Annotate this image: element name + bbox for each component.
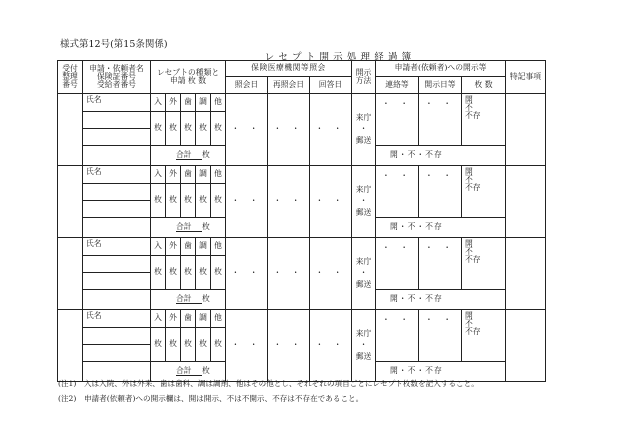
remarks-field[interactable] (506, 238, 546, 310)
remarks-field[interactable] (506, 94, 546, 166)
receipt-count-field[interactable]: 枚 (196, 328, 211, 362)
header-answer-date: 回答日 (310, 77, 352, 94)
total-label: 合計 (176, 365, 192, 375)
disclosure-method-field[interactable] (352, 310, 376, 382)
header-insurer-inquiry: 保険医療機関等照会 (226, 61, 352, 77)
header-contact-etc: 連絡等 (376, 77, 419, 94)
receipt-type-label: 歯 (181, 310, 196, 328)
receipt-type-label: 他 (211, 166, 226, 184)
receipt-type-label: 調 (196, 238, 211, 256)
requester-name-field[interactable]: 氏名 (83, 166, 151, 184)
receipt-count-field[interactable]: 枚 (166, 184, 181, 218)
receipt-count-field[interactable]: 枚 (166, 256, 181, 290)
header-receipt-types: レセプトの種類と 申請 枚 数 (151, 61, 226, 94)
header-disclosure-method: 開示 方法 (352, 61, 376, 94)
total-unit: 枚 (202, 149, 210, 159)
disclosure-outcome-field[interactable] (462, 94, 506, 146)
form-title: レセプト開示処理経過簿 (264, 52, 416, 63)
reply-date-field[interactable]: ・ ・ (268, 94, 310, 166)
method-visit: 来庁 (355, 113, 372, 123)
receipt-count-field[interactable]: 枚 (166, 112, 181, 146)
total-unit: 枚 (202, 221, 210, 231)
receipt-count-field[interactable]: 枚 (181, 184, 196, 218)
header-sheet-count: 枚 数 (462, 77, 506, 94)
header-inquiry-date: 照会日 (226, 77, 268, 94)
extra-info-field[interactable] (83, 290, 151, 310)
final-decision-field[interactable]: 開・不・不存 (376, 362, 506, 382)
recipient-number-field[interactable] (83, 201, 151, 218)
disclosure-outcome-field[interactable] (462, 238, 506, 290)
disclosure-method-field[interactable] (352, 94, 376, 166)
disclosure-outcome-field[interactable] (462, 310, 506, 362)
answer-date-field[interactable]: ・ ・ (310, 94, 352, 166)
receipt-count-field[interactable]: 枚 (181, 256, 196, 290)
receipt-count-field[interactable]: 枚 (181, 112, 196, 146)
receipt-count-field[interactable]: 枚 (211, 184, 226, 218)
header-requester: 申請・依頼者名 保険証番号 受給者番号 (83, 61, 151, 94)
total-count-field[interactable] (151, 290, 226, 310)
receipt-type-label: 外 (166, 310, 181, 328)
receipt-type-label: 他 (211, 238, 226, 256)
receipt-type-label: 調 (196, 94, 211, 112)
requester-name-field[interactable]: 氏名 (83, 94, 151, 112)
header-requester-disclosure: 申請者(依頼者)への開示等 (376, 61, 506, 77)
answer-date-field[interactable]: ・ ・ (310, 310, 352, 382)
extra-info-field[interactable] (83, 218, 151, 238)
extra-info-field[interactable] (83, 146, 151, 166)
outcome-nondisclose: 不 (465, 319, 473, 329)
method-separator: ・ (359, 196, 368, 206)
insurance-number-field[interactable] (83, 184, 151, 201)
total-unit: 枚 (202, 293, 210, 303)
method-visit: 来庁 (355, 257, 372, 267)
final-decision-field[interactable]: 開・不・不存 (376, 218, 506, 238)
total-count-field[interactable] (151, 146, 226, 166)
receipt-number-cell[interactable] (58, 238, 83, 310)
disclosure-method-field[interactable] (352, 166, 376, 238)
receipt-type-label: 調 (196, 310, 211, 328)
header-remarks: 特記事項 (506, 61, 546, 94)
requester-name-field[interactable]: 氏名 (83, 238, 151, 256)
outcome-nonexistent: 不存 (465, 327, 481, 337)
header-reply-date: 再照会日 (268, 77, 310, 94)
inquiry-date-field[interactable]: ・ ・ (226, 94, 268, 166)
receipt-count-field[interactable]: 枚 (211, 112, 226, 146)
note-1: (注1) 入は入院、外は外来、歯は歯科、調は調剤、他はその他とし、それぞれの項目ごとにレセプト枚数を記入すること。 (58, 379, 479, 388)
receipt-count-field[interactable]: 枚 (211, 328, 226, 362)
recipient-number-field[interactable] (83, 129, 151, 146)
total-label: 合計 (176, 293, 192, 303)
disclosure-ledger-table (57, 60, 546, 382)
receipt-count-field[interactable]: 枚 (196, 256, 211, 290)
total-count-field[interactable] (151, 218, 226, 238)
contact-date-field[interactable]: ・ ・ (376, 166, 419, 218)
receipt-count-field[interactable]: 枚 (151, 112, 166, 146)
outcome-disclose: 開 (465, 167, 473, 176)
contact-date-field[interactable]: ・ ・ (376, 94, 419, 146)
contact-date-field[interactable]: ・ ・ (376, 310, 419, 362)
reply-date-field[interactable]: ・ ・ (268, 238, 310, 310)
method-mail: 郵送 (355, 207, 372, 217)
receipt-type-label: 外 (166, 166, 181, 184)
receipt-type-label: 入 (151, 310, 166, 328)
receipt-type-label: 歯 (181, 238, 196, 256)
note-2: (注2) 申請者(依頼者)への開示欄は、開は開示、不は不開示、不存は不存在であること。 (58, 394, 364, 403)
receipt-number-cell[interactable] (58, 94, 83, 166)
disclosure-date-field[interactable]: ・ ・ (419, 310, 462, 362)
outcome-disclose: 開 (465, 95, 473, 104)
outcome-nondisclose: 不 (465, 103, 473, 113)
receipt-type-label: 外 (166, 94, 181, 112)
inquiry-date-field[interactable]: ・ ・ (226, 310, 268, 382)
receipt-count-field[interactable]: 枚 (151, 328, 166, 362)
answer-date-field[interactable]: ・ ・ (310, 166, 352, 238)
method-visit: 来庁 (355, 185, 372, 195)
disclosure-method-field[interactable] (352, 238, 376, 310)
method-mail: 郵送 (355, 135, 372, 145)
receipt-type-label: 入 (151, 94, 166, 112)
contact-date-field[interactable]: ・ ・ (376, 238, 419, 290)
receipt-type-label: 他 (211, 310, 226, 328)
method-separator: ・ (359, 268, 368, 278)
receipt-count-field[interactable]: 枚 (181, 328, 196, 362)
disclosure-date-field[interactable]: ・ ・ (419, 238, 462, 290)
header-disclosure-date: 開示日等 (419, 77, 462, 94)
insurance-number-field[interactable] (83, 328, 151, 345)
reply-date-field[interactable]: ・ ・ (268, 310, 310, 382)
method-mail: 郵送 (355, 351, 372, 361)
method-visit: 来庁 (355, 329, 372, 339)
receipt-type-label: 調 (196, 166, 211, 184)
remarks-field[interactable] (506, 310, 546, 382)
outcome-nonexistent: 不存 (465, 111, 481, 121)
receipt-type-label: 外 (166, 238, 181, 256)
header-receipt-no: 受付 整理 番号 (58, 61, 83, 94)
outcome-disclose: 開 (465, 311, 473, 320)
outcome-disclose: 開 (465, 239, 473, 248)
inquiry-date-field[interactable]: ・ ・ (226, 238, 268, 310)
insurance-number-field[interactable] (83, 112, 151, 129)
total-unit: 枚 (202, 365, 210, 375)
receipt-number-cell[interactable] (58, 310, 83, 382)
disclosure-date-field[interactable]: ・ ・ (419, 166, 462, 218)
outcome-nonexistent: 不存 (465, 183, 481, 193)
receipt-type-label: 他 (211, 94, 226, 112)
form-number: 様式第12号(第15条関係) (60, 39, 168, 50)
recipient-number-field[interactable] (83, 345, 151, 362)
total-label: 合計 (176, 149, 192, 159)
recipient-number-field[interactable] (83, 273, 151, 290)
receipt-count-field[interactable]: 枚 (151, 256, 166, 290)
receipt-type-label: 入 (151, 238, 166, 256)
reply-date-field[interactable]: ・ ・ (268, 166, 310, 238)
insurance-number-field[interactable] (83, 256, 151, 273)
answer-date-field[interactable]: ・ ・ (310, 238, 352, 310)
receipt-type-label: 歯 (181, 94, 196, 112)
method-mail: 郵送 (355, 279, 372, 289)
receipt-count-field[interactable]: 枚 (151, 184, 166, 218)
receipt-type-label: 歯 (181, 166, 196, 184)
receipt-count-field[interactable]: 枚 (196, 184, 211, 218)
total-label: 合計 (176, 221, 192, 231)
method-separator: ・ (359, 124, 368, 134)
receipt-number-cell[interactable] (58, 166, 83, 238)
receipt-count-field[interactable]: 枚 (166, 328, 181, 362)
method-separator: ・ (359, 340, 368, 350)
inquiry-date-field[interactable]: ・ ・ (226, 166, 268, 238)
final-decision-field[interactable]: 開・不・不存 (376, 290, 506, 310)
receipt-type-label: 入 (151, 166, 166, 184)
outcome-nonexistent: 不存 (465, 255, 481, 265)
disclosure-outcome-field[interactable] (462, 166, 506, 218)
disclosure-date-field[interactable]: ・ ・ (419, 94, 462, 146)
receipt-count-field[interactable]: 枚 (196, 112, 211, 146)
final-decision-field[interactable]: 開・不・不存 (376, 146, 506, 166)
outcome-nondisclose: 不 (465, 175, 473, 185)
receipt-count-field[interactable]: 枚 (211, 256, 226, 290)
remarks-field[interactable] (506, 166, 546, 238)
outcome-nondisclose: 不 (465, 247, 473, 257)
requester-name-field[interactable]: 氏名 (83, 310, 151, 328)
